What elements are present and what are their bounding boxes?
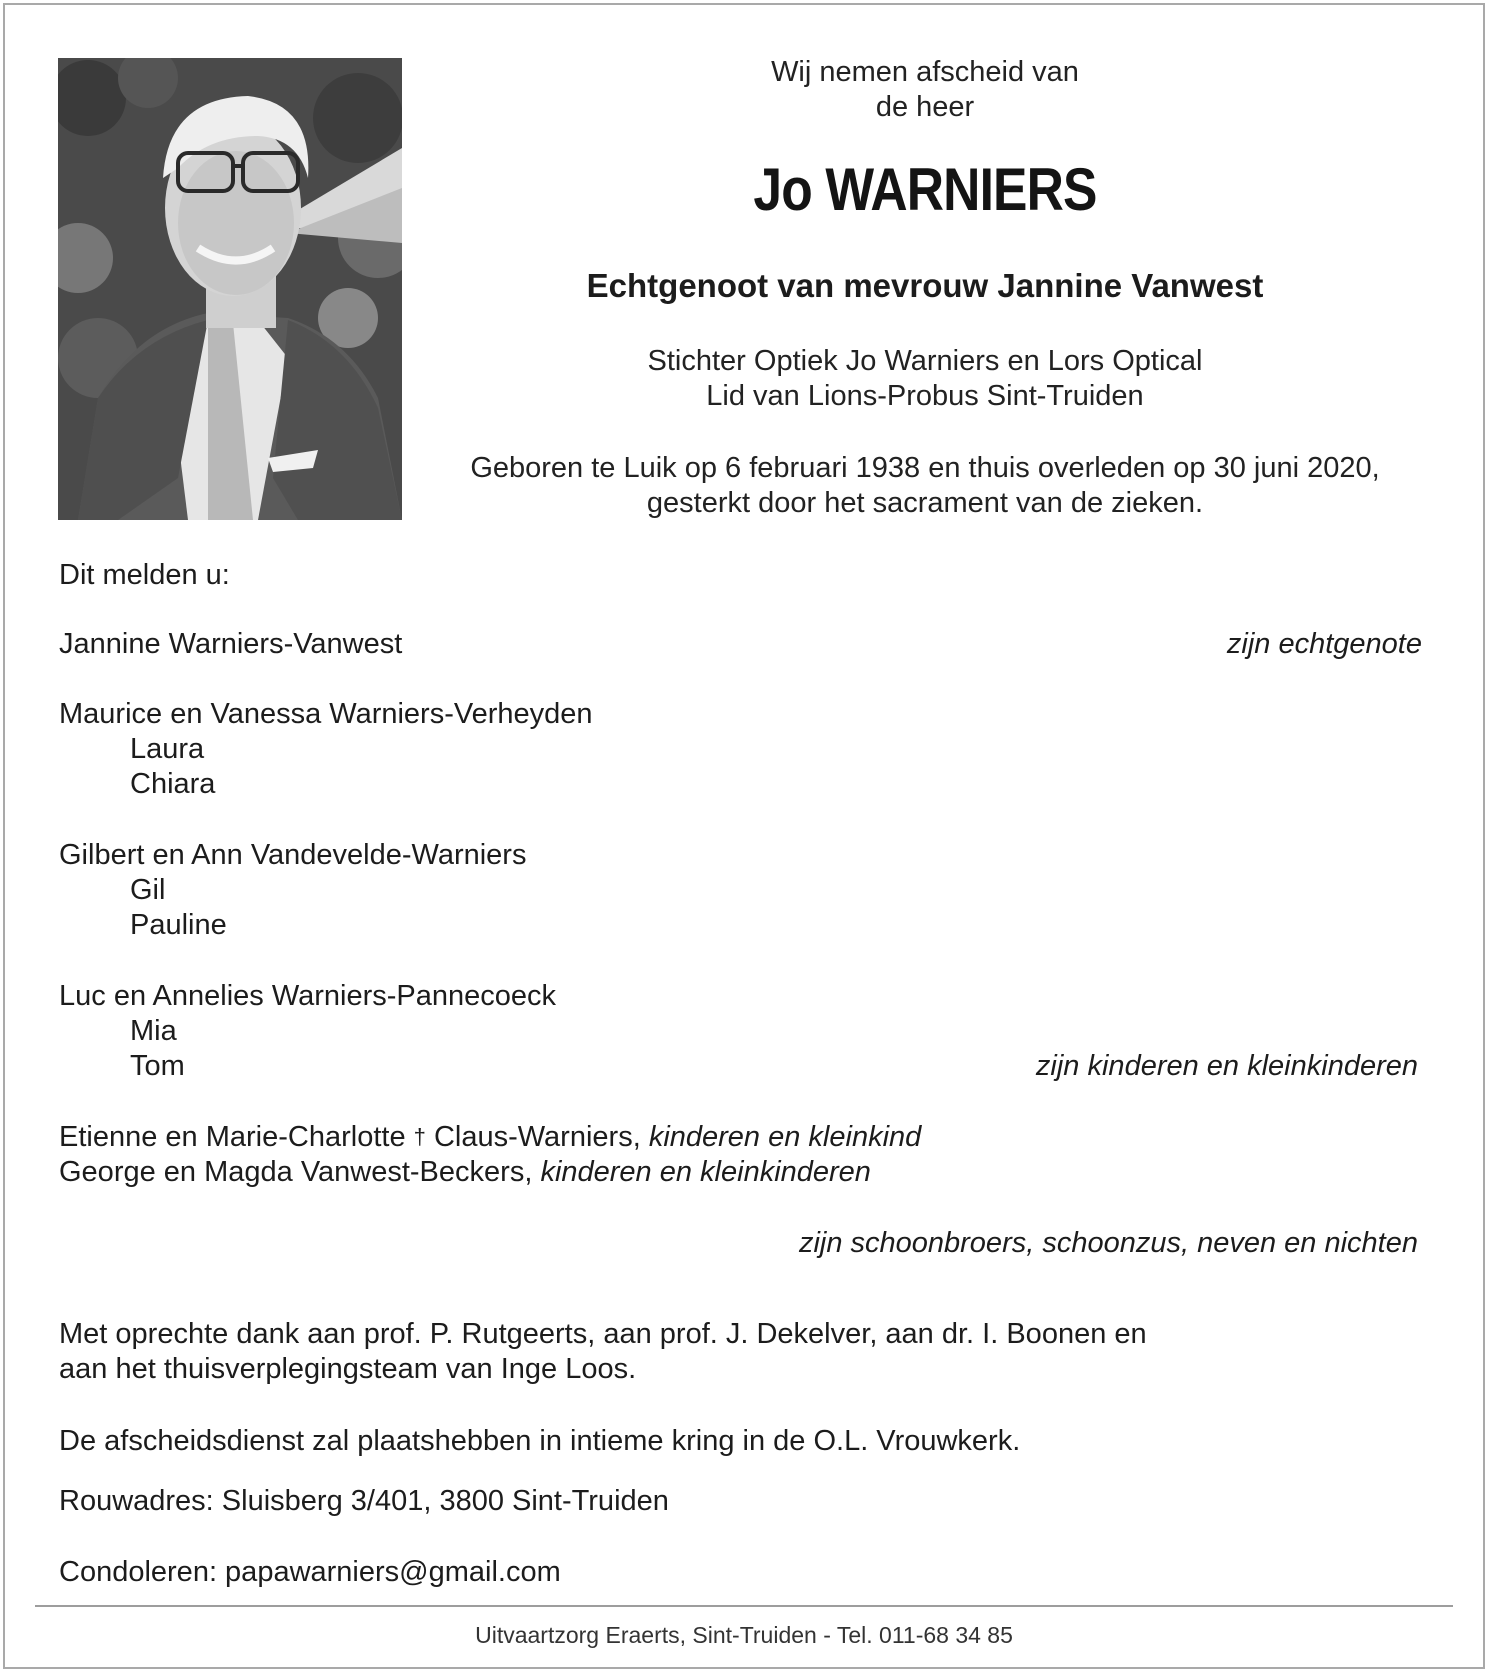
inlaw-1-name-part-2: Claus-Warniers, — [433, 1121, 641, 1153]
portrait-photo — [58, 58, 402, 520]
family-intro: Dit melden u: — [59, 559, 230, 591]
portrait-illustration — [58, 58, 402, 520]
child-couple-1: Maurice en Vanessa Warniers-Verheyden — [59, 698, 593, 730]
spouse-relation: zijn echtgenote — [1226, 628, 1422, 660]
grandchild-tom: Tom — [130, 1050, 185, 1082]
intro-line-2: de heer — [875, 91, 975, 123]
birth-death-line-2: gesterkt door het sacrament van de zieken. — [646, 487, 1204, 519]
inlaw-1-suffix: kinderen en kleinkind — [648, 1121, 922, 1153]
role-line-1: Stichter Optiek Jo Warniers en Lors Optical — [647, 345, 1203, 377]
thanks-line-2: aan het thuisverplegingsteam van Inge Loos. — [59, 1353, 637, 1385]
child-couple-3: Luc en Annelies Warniers-Pannecoeck — [59, 980, 557, 1012]
inlaw-line-2 — [59, 1155, 871, 1190]
spouse-name: Jannine Warniers-Vanwest — [59, 628, 403, 660]
spouse-line: Echtgenoot van mevrouw Jannine Vanwest — [586, 267, 1264, 304]
inlaw-2-suffix: kinderen en kleinkinderen — [540, 1156, 871, 1188]
child-couple-2: Gilbert en Ann Vandevelde-Warniers — [59, 839, 527, 871]
birth-death-line-1: Geboren te Luik op 6 februari 1938 en thuis overleden op 30 juni 2020, — [470, 452, 1380, 484]
grandchild-mia: Mia — [130, 1015, 177, 1047]
intro-block — [400, 55, 1450, 125]
intro-line-1: Wij nemen afscheid van — [771, 56, 1079, 88]
grandchild-laura: Laura — [130, 733, 205, 765]
inlaws-relation: zijn schoonbroers, schoonzus, neven en nichten — [798, 1227, 1418, 1259]
funeral-home-footer: Uitvaartzorg Eraerts, Sint-Truiden - Tel. 011-68 34 85 — [475, 1622, 1013, 1648]
grandchild-pauline: Pauline — [130, 909, 227, 941]
role-line-2: Lid van Lions-Probus Sint-Truiden — [706, 380, 1144, 412]
inlaw-line-1 — [59, 1120, 921, 1156]
thanks-line-1: Met oprechte dank aan prof. P. Rutgeerts, aan prof. J. Dekelver, aan dr. I. Boonen en — [59, 1318, 1147, 1350]
inlaw-2-name: George en Magda Vanwest-Beckers, — [59, 1156, 533, 1188]
service-info: De afscheidsdienst zal plaatshebben in intieme kring in de O.L. Vrouwkerk. — [59, 1425, 1021, 1457]
children-relation: zijn kinderen en kleinkinderen — [1035, 1050, 1418, 1082]
deceased-name: Jo WARNIERS — [753, 156, 1097, 223]
condolences-email: Condoleren: papawarniers@gmail.com — [59, 1556, 561, 1588]
grandchild-chiara: Chiara — [130, 768, 216, 800]
grandchild-gil: Gil — [130, 874, 166, 906]
mourning-address: Rouwadres: Sluisberg 3/401, 3800 Sint-Truiden — [59, 1485, 669, 1517]
footer-divider — [35, 1605, 1453, 1607]
inlaw-1-name-part-1: Etienne en Marie-Charlotte — [59, 1121, 406, 1153]
cross-icon: † — [413, 1124, 426, 1149]
